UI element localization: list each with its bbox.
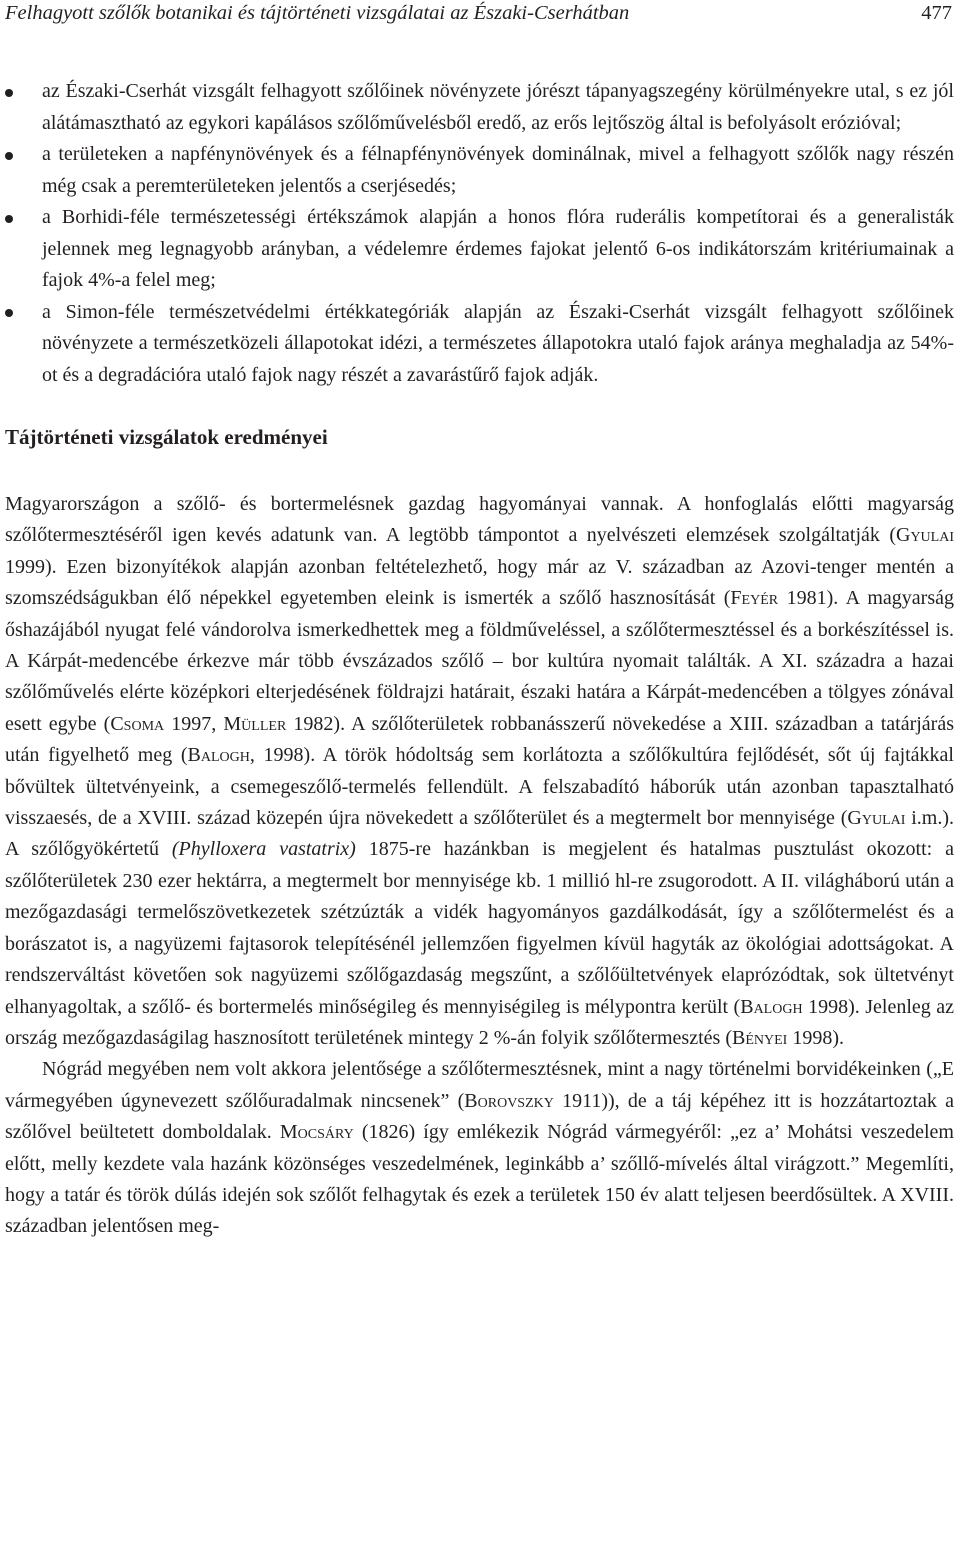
bullet-icon	[5, 309, 13, 317]
section-heading: Tájtörténeti vizsgálatok eredményei	[5, 425, 328, 449]
text-run: Nógrád megyében nem volt akkora jelentősége a szőlőtermesztésnek, mint a nagy történelmi borvidékeinken („E vármegyében úgynevezett szőlőuradalmak nincsenek” (	[5, 1058, 954, 1112]
running-title: Felhagyott szőlők botanikai és tájtörténeti vizsgálatai az Északi-Cserhátban	[5, 2, 630, 24]
bullet-item	[5, 76, 954, 139]
text-run: 1998). Jelenleg az ország mezőgazdaságilag hasznosított területének mintegy 2 %-án folyik szőlőtermesztés (	[5, 995, 954, 1049]
bullet-item	[5, 202, 954, 297]
text-run: 1981). A magyarság őshazájából nyugat felé vándorolva ismerkedhettek meg a földműveléssel, a szőlőtermesztéssel és a borkészítéssel is. A Kárpát-medencébe érkezve már több évszázados szőlő – bor kultúra nyomait találták. A XI. századra a hazai szőlőművelés elérte középkori elterjedésének földrajzi határait, északi határa a Kárpát-medencében a tölgyes zónával esett egybe (	[5, 587, 954, 735]
conclusion-bullet-list	[5, 76, 954, 391]
citation-author: Feyér	[730, 587, 779, 610]
text-run: 1982). A szőlőterületek robbanásszerű növekedése a XIII. században a tatárjárás után figyelhető meg (	[5, 712, 954, 767]
bullet-text: az Északi-Cserhát vizsgált felhagyott szőlőinek növényzete jórészt tápanyagszegény körülményekre utal, s ez jól alátámasztható az egykori kapálásos szőlőművelésből eredő, az erős lejtőszög által is befolyásolt erózióval;	[42, 80, 954, 134]
text-run: 1997,	[164, 712, 224, 735]
citation-author: Borovszky	[464, 1089, 554, 1112]
text-run: Magyarországon a szőlő- és bortermelésnek gazdag hagyományai vannak. A honfoglalás előtti magyarság szőlőtermesztéséről igen kevés adatunk van. A legtöbb támpontot a nyelvészeti elemzések szolgáltatják (	[5, 493, 954, 547]
species-name: (Phylloxera vastatrix)	[171, 838, 356, 861]
bullet-item	[5, 139, 954, 202]
citation-author: Balogh	[740, 995, 803, 1018]
text-run: 1875-re hazánkban is megjelent és hatalmas pusztulást okozott: a szőlőterületek 230 ezer hektárra, a megtermelt bor mennyisége kb. 1 millió hl-re zsugorodott. A II. világháború után a mezőgazdasági termelőszövetkezetek szétzúzták a vidék hagyományos gazdálkodását, így a szőlőtermelést és a borászatot is, a nagyüzemi fajtasorok telepítésénél jellemzően figyelmen kívül hagyták az ökológiai adottságokat. A rendszerváltást követően sok nagyüzemi szőlőgazdaság megszűnt, a szőlőültetvények elaprózódtak, sok ültetvényt elhanyagoltak, a szőlő- és bortermelés minőségileg és mennyiségileg is mélypontra került (	[5, 838, 954, 1018]
page-number: 477	[921, 2, 952, 24]
paragraph	[5, 1054, 954, 1242]
citation-author: Csoma	[110, 712, 165, 735]
citation-author: Gyulai	[847, 807, 906, 830]
bullet-text: a területeken a napfénynövények és a félnapfénynövények dominálnak, mivel a felhagyott szőlők nagy részén még csak a peremterületeken jelentős a cserjésedés;	[42, 143, 954, 197]
bullet-text: a Simon-féle természetvédelmi értékkategóriák alapján az Északi-Cserhát vizsgált felhagyott szőlőinek növényzete a természetközeli állapotokat idézi, a természetes állapotokra utaló fajok aránya meghaladja az 54%-ot és a degradációra utaló fajok nagy részét a zavarástűrő fajok adják.	[42, 300, 954, 386]
bullet-icon	[5, 215, 13, 223]
bullet-icon	[5, 152, 13, 160]
citation-author: Mocsáry	[279, 1121, 354, 1144]
bullet-item	[5, 297, 954, 392]
bullet-icon	[5, 89, 13, 97]
text-run: (1826) így emlékezik Nógrád vármegyéről: „ez a’ Mohátsi veszedelem előtt, melly kezdete vala hazánk közönséges veszedelmének, leginkább a’ szőllő-mívelés által virágzott.” Megemlíti, hogy a tatár és török dúlás idején sok szőlőt felhagytak és ezek a területek 150 év alatt teljesen beerdősültek. A XVIII. században jelentősen meg-	[5, 1121, 954, 1238]
text-run: 1999). Ezen bizonyítékok alapján azonban feltételezhető, hogy már az V. században az Azovi-tenger mentén a szomszédságukban élő népekkel egyetemben eleink is ismerték a szőlő hasznosítását (	[5, 555, 954, 610]
text-run: 1998).	[787, 1026, 844, 1049]
paragraph	[5, 489, 954, 1054]
body-text	[5, 489, 954, 1243]
running-header	[5, 0, 954, 38]
citation-author: Balogh	[187, 744, 250, 767]
citation-author: Bényei	[731, 1026, 788, 1049]
citation-author: Müller	[223, 712, 287, 735]
citation-author: Gyulai	[896, 524, 954, 547]
text-run: 1911)), de a táj képéhez itt is hozzátartoztak a szőlővel beültetett domboldalak.	[5, 1089, 955, 1144]
bullet-text: a Borhidi-féle természetességi értékszámok alapján a honos flóra ruderális kompetítorai és a generalisták jelennek meg legnagyobb arányban, a védelemre érdemes fajokat jelentő 6-os indikátorszám kritériumainak a fajok 4%-a felel meg;	[42, 206, 954, 291]
text-run: , 1998). A török hódoltság sem korlátozta a szőlőkultúra fejlődését, sőt új fajtákkal bővültek ültetvényeink, a csemegeszőlő-termelés fellendült. A felszabadító háborúk után azonban tapasztalható visszaesés, de a XVIII. század közepén újra növekedett a szőlőterület és a megtermelt bor mennyisége (	[5, 744, 954, 830]
text-run: i.m.). A szőlőgyökértetű	[5, 807, 954, 861]
